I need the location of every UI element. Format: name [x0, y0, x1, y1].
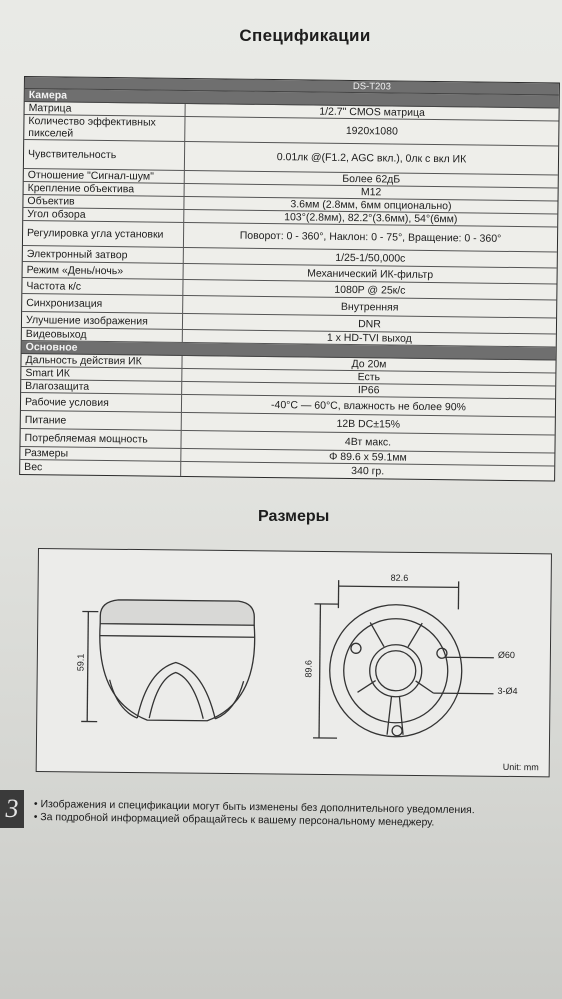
spec-value: Φ 89.6 x 59.1мм — [328, 450, 407, 464]
spec-value: 1 x HD-TVI выход — [326, 331, 412, 345]
section-header: Камера — [25, 89, 559, 109]
spec-label: Вес — [20, 460, 181, 476]
spec-label: Влагозащита — [21, 380, 182, 394]
spec-value: -40°C — 60°C, влажность не более 90% — [270, 398, 467, 413]
spec-value: 12В DC±15% — [336, 417, 401, 431]
spec-label: Угол обзора — [23, 208, 184, 222]
spec-label: Smart ИК — [21, 367, 182, 381]
spec-value: 1920x1080 — [345, 124, 398, 138]
section-header: Основное — [22, 341, 556, 361]
spec-value: 1/2.7" CMOS матрица — [319, 105, 425, 119]
dimension-diagram — [37, 549, 551, 776]
spec-label: Чувствительность — [24, 140, 185, 170]
spec-value: До 20м — [351, 358, 387, 371]
width-label: 82.6 — [390, 572, 409, 583]
spec-label: Крепление объектива — [24, 182, 185, 196]
page-number-badge: 3 — [0, 790, 24, 828]
footnote: • Изображения и спецификации могут быть изменены без дополнительного уведомления. — [34, 798, 554, 818]
spec-value: 103°(2.8мм), 82.2°(3.6мм), 54°(6мм) — [284, 211, 458, 226]
spec-label: Режим «День/ночь» — [23, 262, 184, 279]
spec-label: Улучшение изображения — [22, 312, 183, 329]
holes-label: 3-Ø4 — [497, 685, 518, 697]
front-view — [313, 580, 495, 740]
spec-label: Количество эффективных пикселей — [24, 115, 185, 141]
spec-label: Дальность действия ИК — [21, 354, 182, 368]
spec-value: DNR — [358, 317, 381, 330]
spec-label: Объектив — [23, 195, 184, 209]
spec-label: Матрица — [25, 102, 186, 116]
spec-value: Внутренняя — [340, 300, 399, 314]
spec-label: Потребляемая мощность — [20, 429, 181, 448]
spec-table — [19, 76, 560, 482]
spec-label: Видеовыход — [22, 328, 183, 342]
spec-value: Есть — [357, 371, 381, 384]
spec-value: 1/25-1/50,000с — [335, 251, 406, 265]
spec-value: 340 гр. — [351, 465, 385, 478]
side-height-label: 59.1 — [75, 653, 86, 672]
spec-label: Питание — [21, 411, 182, 430]
spec-label: Синхронизация — [22, 294, 183, 313]
footnote: • За подробной информацией обращайтесь к вашему персональному менеджеру. — [34, 811, 554, 831]
spec-value: 0.01лк @(F1.2, AGC вкл.), 0лк с вкл ИК — [276, 151, 467, 166]
spec-value: M12 — [360, 186, 382, 199]
front-height-label: 89.6 — [303, 660, 314, 678]
spec-value: Механический ИК-фильтр — [307, 266, 434, 281]
spec-label: Рабочие условия — [21, 393, 182, 412]
page-title: Спецификации — [239, 26, 371, 45]
spec-label: Частота к/с — [22, 278, 183, 295]
spec-label: Размеры — [20, 447, 181, 461]
dimensions-drawing — [36, 548, 552, 777]
spec-label: Отношение "Сигнал-шум" — [24, 169, 185, 183]
spec-value: Поворот: 0 - 360°, Наклон: 0 - 75°, Вращение: 0 - 360° — [239, 229, 502, 245]
spec-label: Регулировка угла установки — [23, 221, 184, 247]
spec-value: 4Вт макс. — [344, 435, 392, 449]
spec-label: Электронный затвор — [23, 246, 184, 263]
model-name: DS-T203 — [352, 81, 391, 93]
spec-value: 1080P @ 25к/с — [334, 283, 406, 297]
dimensions-title: Размеры — [258, 508, 330, 525]
spec-value: IP66 — [357, 384, 380, 397]
diameter-label: Ø60 — [497, 649, 515, 660]
footnotes — [34, 798, 554, 831]
unit-label: Unit: mm — [502, 761, 539, 773]
spec-value: Более 62дБ — [342, 172, 401, 186]
side-view — [81, 599, 255, 723]
spec-value: 3.6мм (2.8мм, 6мм опционально) — [290, 198, 452, 213]
